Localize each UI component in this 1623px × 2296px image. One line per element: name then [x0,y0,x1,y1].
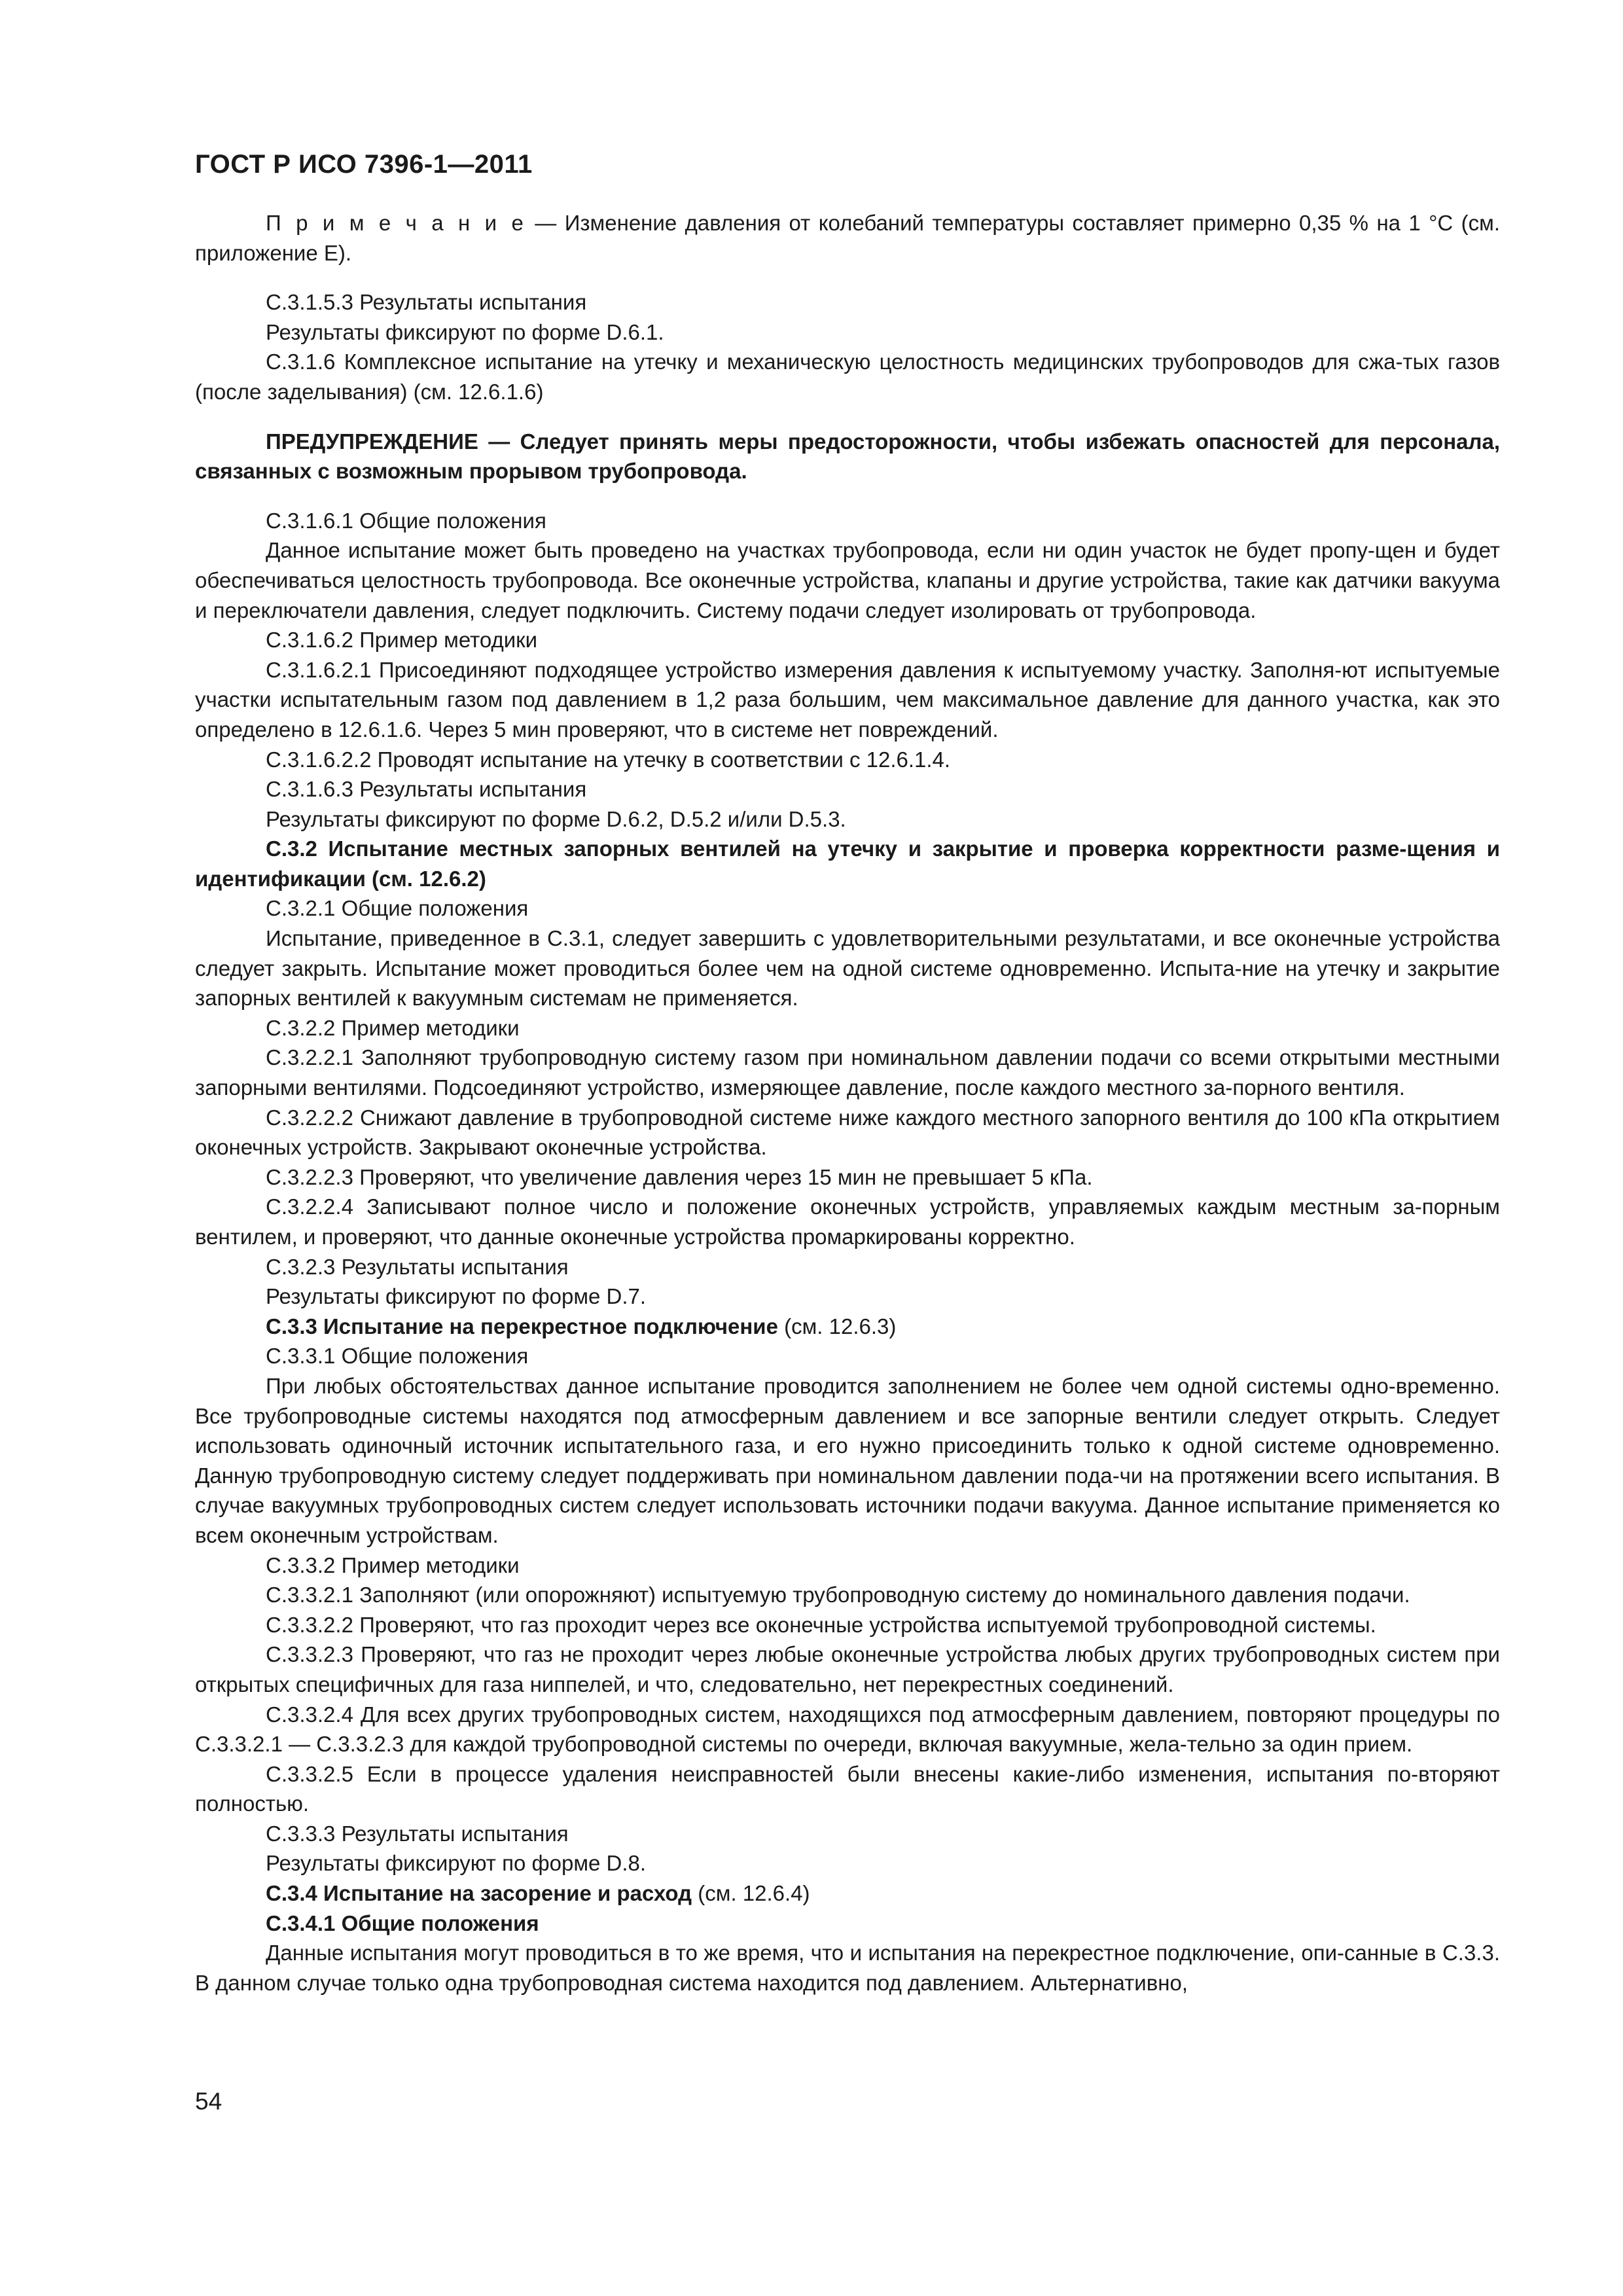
note-paragraph [195,208,1500,268]
paragraph: С.3.2.2.1 Заполняют трубопроводную систему газом при номинальном давлении подачи со всеми открытыми местными запорными вентилями. Подсоединяют устройство, измеряющее давление, после каждого местного за-порного вентиля. [195,1045,1500,1100]
paragraph: С.3.3.2.2 Проверяют, что газ проходит через все оконечные устройства испытуемой трубопроводной системы. [266,1612,1376,1637]
section-c316 [195,506,1500,1998]
paragraph: С.3.3.2.5 Если в процессе удаления неисправностей были внесены какие-либо изменения, испытания по-вторяют полностью. [195,1761,1500,1816]
heading-bold-part: С.3.3 Испытание на перекрестное подключение [266,1314,778,1338]
paragraph: С.3.3.1 Общие положения [266,1344,529,1369]
heading-ref-part: (см. 12.6.3) [777,1314,897,1338]
paragraph: Результаты фиксируют по форме D.7. [266,1284,647,1309]
warning-paragraph: ПРЕДУПРЕЖДЕНИЕ — Следует принять меры предосторожности, чтобы избежать опасностей для персонала, связанных с возможным прорывом трубопровода. [195,429,1500,484]
paragraph: С.3.1.6.1 Общие положения [266,508,546,533]
paragraph: С.3.2.1 Общие положения [266,896,529,921]
paragraph: Данное испытание может быть проведено на участках трубопровода, если ни один участок не будет пропу-щен и будет обеспечиваться целостность трубопровода. Все оконечные устройства, клапаны и другие устройства, такие как датчики вакуума и переключатели давления, следует подключить. Систему подачи следует изолировать от трубопровода. [195,538,1500,622]
paragraph: Результаты фиксируют по форме D.6.2, D.5.2 и/или D.5.3. [266,806,846,831]
paragraph: С.3.1.6.2.2 Проводят испытание на утечку в соответствии с 12.6.1.4. [266,747,951,772]
paragraph: С.3.1.6 Комплексное испытание на утечку и механическую целостность медицинских трубопроводов для сжа-тых газов (после заделывания) (см. 12.6.1.6) [195,350,1500,404]
paragraph: С.3.1.6.2 Пример методики [266,628,538,653]
paragraph: С.3.2.2.3 Проверяют, что увеличение давления через 15 мин не превышает 5 кПа. [266,1164,1093,1189]
section-heading-c33 [195,1312,1500,1342]
heading-bold-part: С.3.4 Испытание на засорение и расход [266,1881,692,1906]
paragraph: С.3.2.2 Пример методики [266,1015,520,1040]
paragraph: С.3.3.2 Пример методики [266,1552,520,1577]
paragraph: С.3.1.6.2.1 Присоединяют подходящее устройство измерения давления к испытуемому участку. Заполня-ют испытуемые участки испытательным газом под давлением в 1,2 раза большим, чем максимальное давление для данного участка, как это определено в 12.6.1.6. Через 5 мин проверяют, что в системе нет повреждений. [195,657,1500,742]
note-label: П р и м е ч а н и е [266,211,527,235]
paragraph: Результаты фиксируют по форме D.6.1. [266,319,664,344]
document-header: ГОСТ Р ИСО 7396-1—2011 [195,150,533,179]
page-number: 54 [195,2088,223,2115]
paragraph: С.3.3.2.4 Для всех других трубопроводных систем, находящихся под атмосферным давлением, повторяют процедуры по С.3.3.2.1 — С.3.3.2.3 для каждой трубопроводной системы по очереди, включая вакуумные, жела-тельно за один прием. [195,1702,1500,1757]
paragraph: С.3.1.6.3 Результаты испытания [266,777,587,802]
paragraph: При любых обстоятельствах данное испытание проводится заполнением не более чем одной системы одно-временно. Все трубопроводные системы находятся под атмосферным давлением и все запорные вентили следует открыть. Следует использовать одиночный источник испытательного газа, и его нужно присоединить только к одной системе одновременно. Данную трубопроводную систему следует поддерживать при номинальном давлении пода-чи на протяжении всего испытания. В случае вакуумных трубопроводных систем следует использовать источники подачи вакуума. Данное испытание применяется ко всем оконечным устройствам. [195,1373,1500,1547]
section-heading-c32: С.3.2 Испытание местных запорных вентилей на утечку и закрытие и проверка корректности разме-щения и идентификации (см. 12.6.2) [195,836,1500,891]
paragraph: С.3.3.3 Результаты испытания [266,1821,569,1846]
section-heading-c341: С.3.4.1 Общие положения [266,1910,539,1935]
paragraph: С.3.2.2.4 Записывают полное число и положение оконечных устройств, управляемых каждым местным за-порным вентилем, и проверяют, что данные оконечные устройства промаркированы корректно. [195,1194,1500,1249]
paragraph: Испытание, приведенное в С.3.1, следует завершить с удовлетворительными результатами, и все оконечные устройства следует закрыть. Испытание может проводиться более чем на одной системе одновременно. Испыта-ние на утечку и закрытие запорных вентилей к вакуумным системам не применяется. [195,926,1500,1011]
section-c3153 [195,287,1500,406]
paragraph: С.3.3.2.1 Заполняют (или опорожняют) испытуемую трубопроводную систему до номинального давления подачи. [266,1583,1410,1607]
paragraph: С.3.2.2.2 Снижают давление в трубопроводной системе ниже каждого местного запорного вентиля до 100 кПа открытием оконечных устройств. Закрывают оконечные устройства. [195,1105,1500,1160]
paragraph: С.3.2.3 Результаты испытания [266,1254,569,1279]
note-text: — Изменение давления от колебаний температуры составляет примерно 0,35 % на 1 °С (см. приложение Е). [195,211,1500,265]
paragraph: С.3.1.5.3 Результаты испытания [266,290,587,315]
paragraph: С.3.3.2.3 Проверяют, что газ не проходит через любые оконечные устройства любых других трубопроводных систем при открытых специфичных для газа ниппелей, и что, следовательно, нет перекрестных соединений. [195,1642,1500,1696]
document-body [195,208,1500,1998]
section-heading-c34 [195,1878,1500,1909]
paragraph: Данные испытания могут проводиться в то же время, что и испытания на перекрестное подключение, опи-санные в С.3.3. В данном случае только одна трубопроводная система находится под давлением. Альтернативно, [195,1941,1500,1995]
heading-ref-part: (см. 12.6.4) [692,1881,810,1906]
paragraph: Результаты фиксируют по форме D.8. [266,1851,647,1876]
